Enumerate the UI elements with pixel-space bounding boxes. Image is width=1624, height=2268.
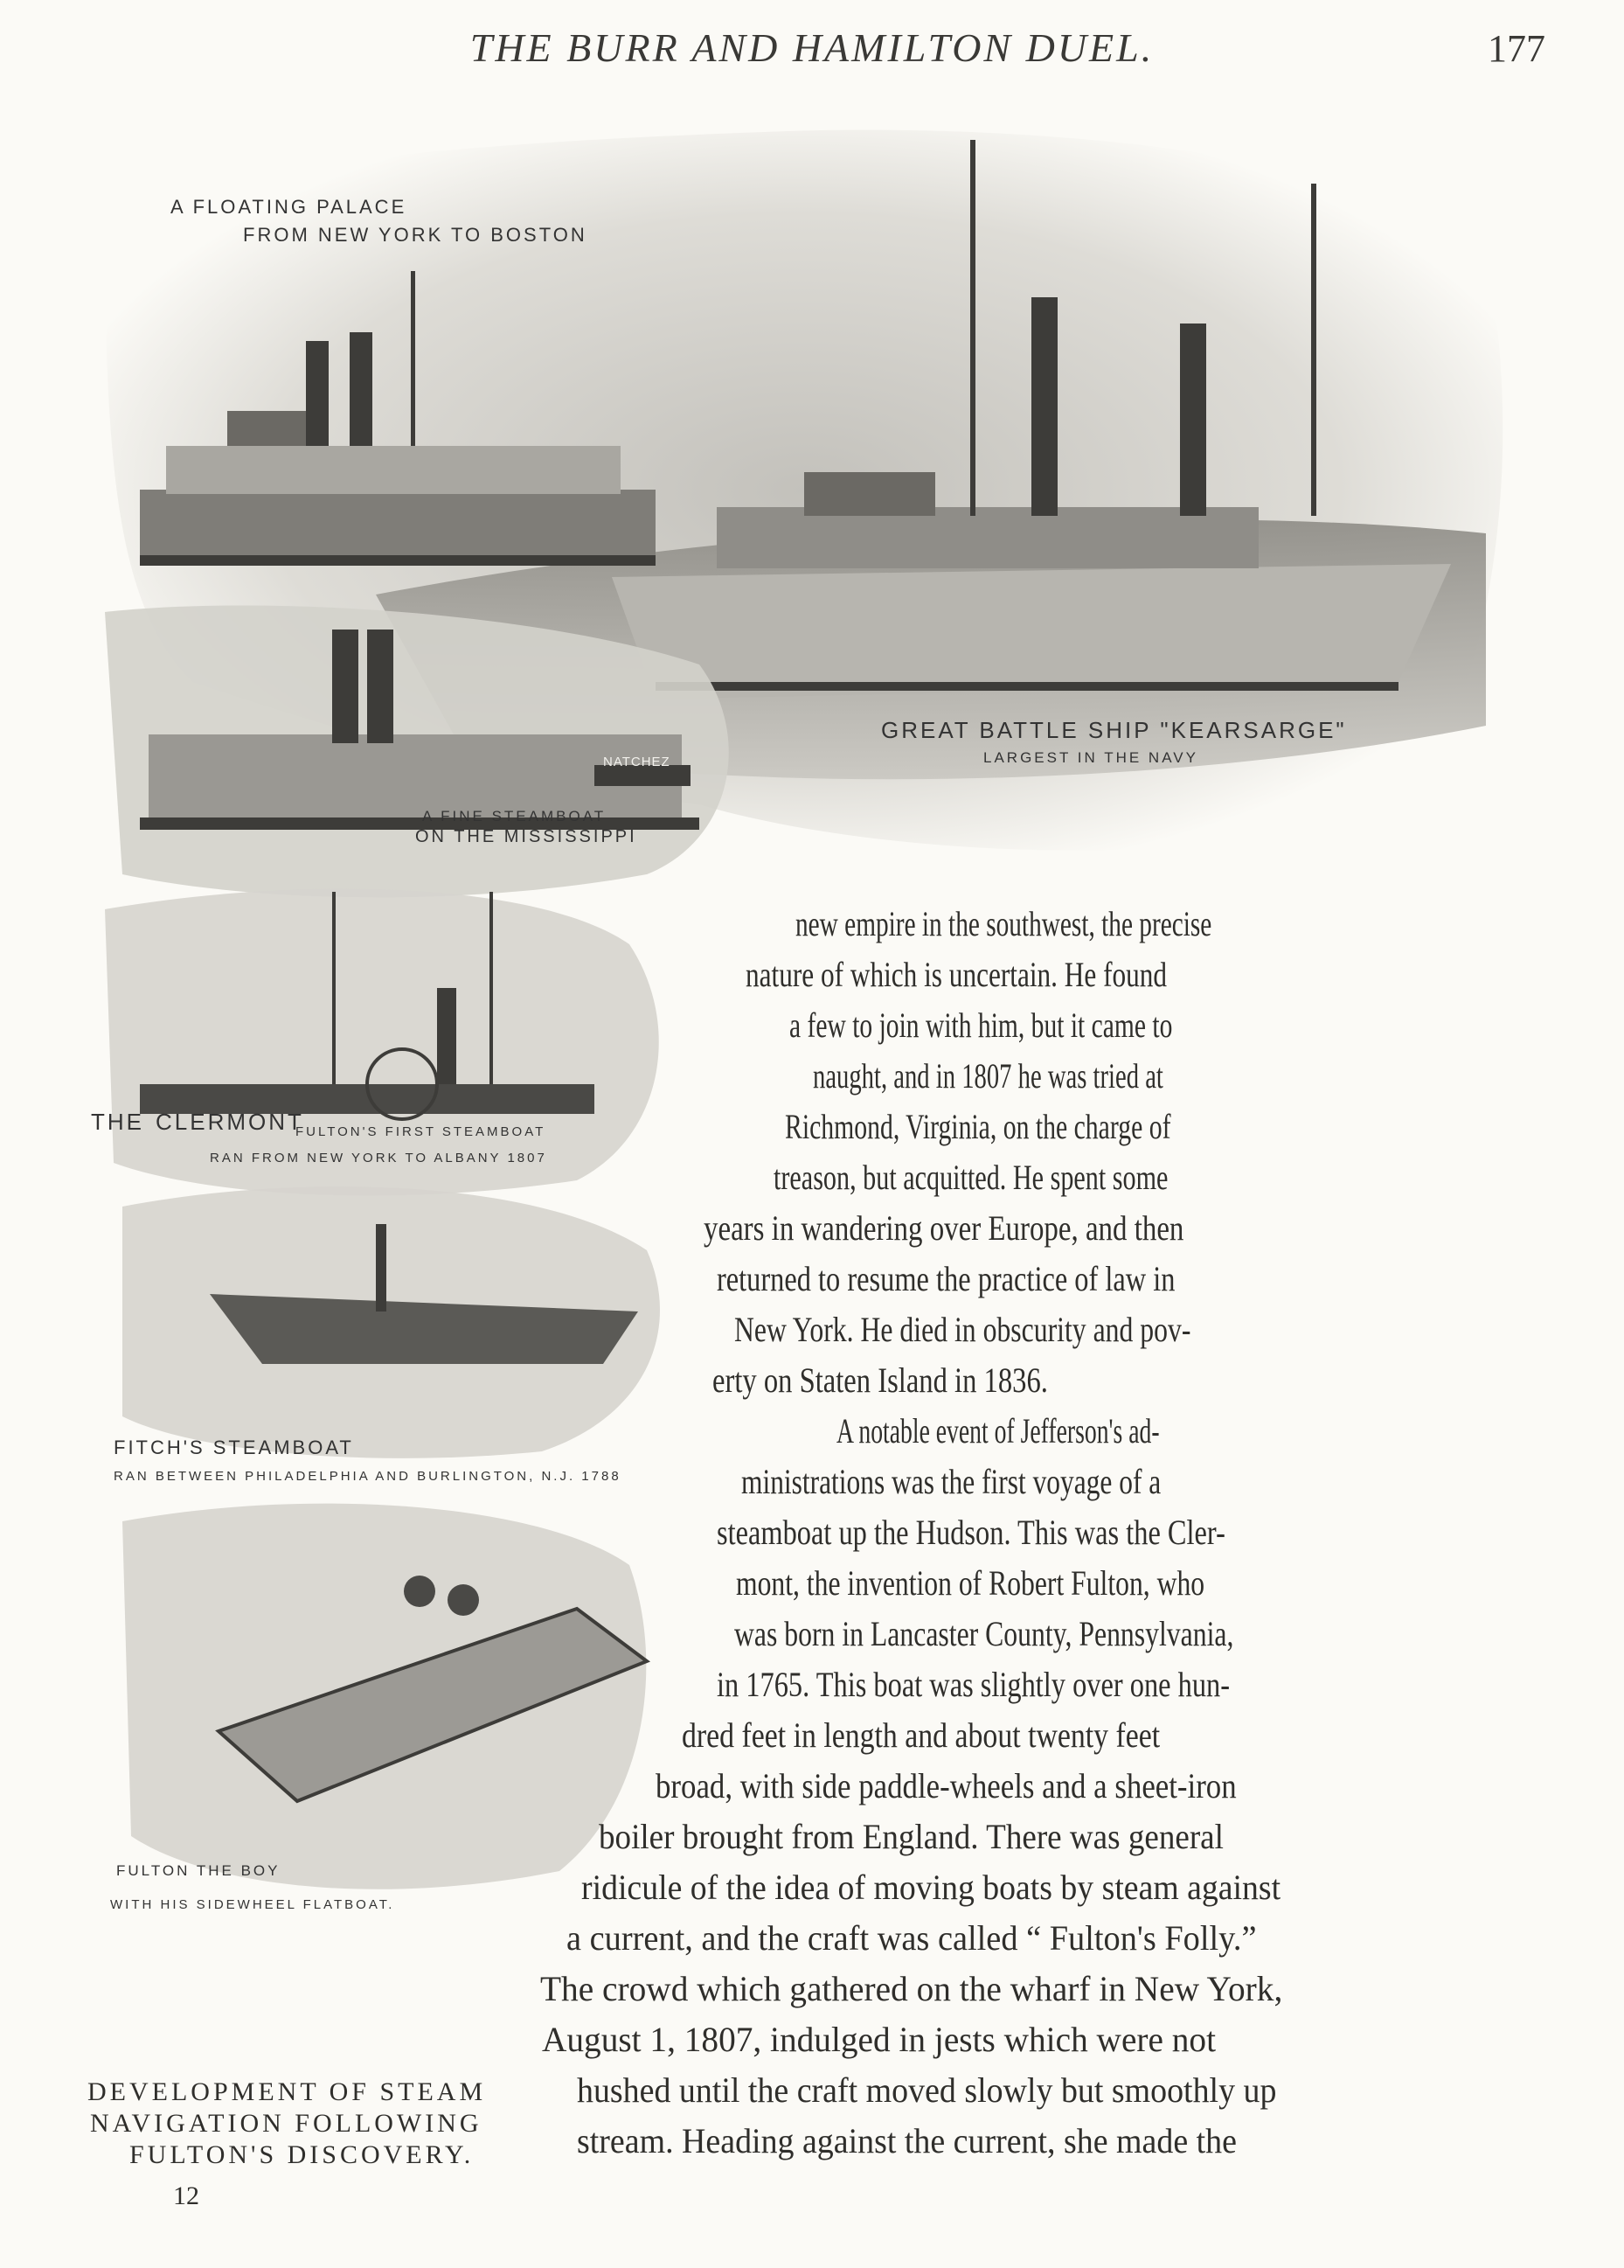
body-line: steamboat up the Hudson. This was the Cler- xyxy=(717,1513,1225,1552)
caption-fulton-boy-line2: WITH HIS SIDEWHEEL FLATBOAT. xyxy=(110,1897,395,1912)
caption-clermont-line2: RAN FROM NEW YORK TO ALBANY 1807 xyxy=(210,1151,547,1165)
body-line: ridicule of the idea of moving boats by steam against xyxy=(581,1868,1281,1907)
body-line: boiler brought from England. There was general xyxy=(599,1817,1224,1856)
body-line: years in wandering over Europe, and then xyxy=(704,1208,1184,1248)
body-line: August 1, 1807, indulged in jests which were not xyxy=(542,2020,1217,2059)
caption-kearsarge-line1: GREAT BATTLE SHIP "KEARSARGE" xyxy=(881,717,1347,743)
figure-caption-line2: NAVIGATION FOLLOWING xyxy=(90,2109,482,2138)
running-title: THE BURR AND HAMILTON DUEL. xyxy=(469,25,1155,70)
body-line: naught, and in 1807 he was tried at xyxy=(813,1056,1163,1096)
body-line: new empire in the southwest, the precise xyxy=(795,904,1212,943)
clermont-vignette xyxy=(105,889,659,1196)
caption-clermont-name: CLERMONT xyxy=(156,1109,304,1135)
caption-fulton-boy-line1: FULTON THE BOY xyxy=(116,1862,281,1879)
body-line: New York. He died in obscurity and pov- xyxy=(734,1310,1191,1349)
caption-mississippi-line2: ON THE MISSISSIPPI xyxy=(415,827,637,846)
body-line: in 1765. This boat was slightly over one hun- xyxy=(717,1665,1231,1704)
fulton-flatboat-vignette xyxy=(122,1504,647,1889)
body-line: ministrations was the first voyage of a xyxy=(741,1462,1162,1501)
body-line: Richmond, Virginia, on the charge of xyxy=(785,1107,1171,1146)
body-line: broad, with side paddle-wheels and a sheet-iron xyxy=(656,1766,1237,1805)
caption-clermont-line1: FULTON'S FIRST STEAMBOAT xyxy=(295,1124,546,1139)
signature-mark: 12 xyxy=(173,2181,199,2210)
figure-caption-line3: FULTON'S DISCOVERY. xyxy=(129,2140,475,2169)
body-line: a few to join with him, but it came to xyxy=(789,1005,1173,1045)
body-line: was born in Lancaster County, Pennsylvania, xyxy=(734,1614,1234,1653)
fitch-steamboat-vignette xyxy=(122,1186,660,1458)
body-line: returned to resume the practice of law in xyxy=(717,1259,1176,1298)
body-line: hushed until the craft moved slowly but smoothly up xyxy=(577,2070,1277,2110)
caption-floating-palace-line2: FROM NEW YORK TO BOSTON xyxy=(243,224,587,246)
body-line: a current, and the craft was called “ Fulton's Folly.” xyxy=(566,1918,1257,1958)
body-line: stream. Heading against the current, she made the xyxy=(577,2121,1237,2160)
body-line: nature of which is uncertain. He found xyxy=(746,955,1168,994)
body-line: The crowd which gathered on the wharf in New York, xyxy=(540,1969,1283,2008)
page-number: 177 xyxy=(1488,27,1545,70)
natchez-label: NATCHEZ xyxy=(603,755,670,769)
body-line: A notable event of Jefferson's ad- xyxy=(836,1411,1160,1451)
body-line: mont, the invention of Robert Fulton, who xyxy=(736,1563,1205,1603)
caption-kearsarge-line2: LARGEST IN THE NAVY xyxy=(983,749,1198,766)
body-line: treason, but acquitted. He spent some xyxy=(774,1158,1169,1197)
mississippi-steamboat xyxy=(105,606,729,898)
caption-fitch-line2: RAN BETWEEN PHILADELPHIA AND BURLINGTON, N.J. 1788 xyxy=(114,1469,621,1484)
caption-fitch-line1: FITCH'S STEAMBOAT xyxy=(114,1437,354,1458)
figure-caption-line1: DEVELOPMENT OF STEAM xyxy=(87,2077,487,2106)
caption-clermont-the: THE xyxy=(91,1109,144,1135)
caption-mississippi-line1: A FINE STEAMBOAT xyxy=(422,808,607,824)
body-line: erty on Staten Island in 1836. xyxy=(712,1360,1048,1400)
caption-floating-palace-line1: A FLOATING PALACE xyxy=(170,196,407,218)
body-line: dred feet in length and about twenty feet xyxy=(682,1715,1161,1755)
